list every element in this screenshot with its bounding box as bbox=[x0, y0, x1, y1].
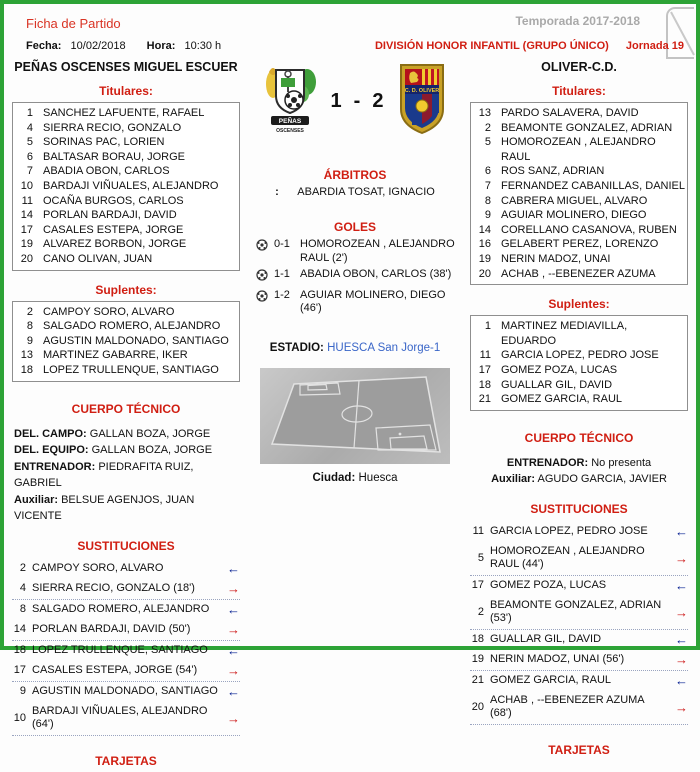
away-cards-title: TARJETAS bbox=[548, 742, 610, 757]
staff-row bbox=[14, 426, 240, 443]
staff-role-label: ENTRENADOR: bbox=[506, 456, 589, 469]
player-name: CASALES ESTEPA, JORGE (54') bbox=[32, 664, 198, 676]
goal-scorer: ABADIA OBON, CARLOS (38') bbox=[300, 268, 452, 280]
player-name: PARDO SALAVERA, DAVID bbox=[501, 107, 639, 119]
sub-out-arrow-icon: → bbox=[227, 622, 240, 637]
substitution-row bbox=[12, 579, 240, 600]
substitute-row bbox=[15, 363, 237, 378]
soccer-ball-icon bbox=[256, 289, 274, 316]
starter-row bbox=[15, 208, 237, 223]
player-name: BEAMONTE GONZALEZ, ADRIAN bbox=[501, 121, 673, 134]
starter-row bbox=[15, 223, 237, 238]
substitution-row bbox=[12, 682, 240, 702]
home-team-name: PEÑAS OSCENSES MIGUEL ESCUER bbox=[14, 60, 238, 74]
player-name: CASALES ESTEPA, JORGE bbox=[43, 223, 184, 236]
away-starters-title: Titulares: bbox=[552, 84, 606, 98]
player-name: PORLAN BARDAJI, DAVID (50') bbox=[32, 623, 191, 635]
substitution-row bbox=[12, 559, 240, 579]
player-name: GUALLAR GIL, DAVID bbox=[490, 633, 602, 646]
starter-row bbox=[473, 223, 685, 238]
player-number: 1 bbox=[26, 107, 33, 119]
player-name: LOPEZ TRULLENQUE, SANTIAGO bbox=[43, 363, 219, 376]
home-crest-icon bbox=[263, 62, 317, 138]
substitution-row bbox=[470, 596, 688, 630]
sub-in-arrow-icon: ← bbox=[227, 684, 240, 699]
player-name: NERIN MADOZ, UNAI bbox=[501, 252, 611, 265]
away-staff-title: CUERPO TÉCNICO bbox=[524, 430, 634, 445]
away-substitutions-list bbox=[470, 522, 688, 725]
player-number: 5 bbox=[26, 136, 33, 149]
substitute-row bbox=[15, 305, 237, 320]
away-score: 2 bbox=[372, 90, 384, 112]
goal-row bbox=[256, 289, 460, 316]
substitution-row bbox=[12, 600, 240, 620]
main-columns bbox=[8, 58, 692, 768]
starter-row bbox=[473, 164, 685, 179]
player-number: 19 bbox=[471, 653, 484, 666]
stadium-line bbox=[250, 342, 460, 354]
home-subs-box bbox=[12, 301, 240, 382]
player-name: BARDAJI VIÑUALES, ALEJANDRO bbox=[43, 179, 219, 192]
player-number: 2 bbox=[484, 121, 491, 134]
away-crest-text: C. D. OLIVER bbox=[405, 88, 440, 94]
substitution-row bbox=[470, 650, 688, 671]
player-name: GUALLAR GIL, DAVID bbox=[501, 378, 613, 391]
player-name: BALTASAR BORAU, JORGE bbox=[43, 150, 186, 163]
player-number: 18 bbox=[20, 363, 33, 376]
substitution-row bbox=[470, 691, 688, 725]
division-name: DIVISIÓN HONOR INFANTIL (GRUPO ÚNICO) bbox=[374, 40, 609, 52]
staff-person-name: BELSUE AGENJOS, JUAN VICENTE bbox=[14, 493, 195, 522]
starter-row bbox=[473, 179, 685, 194]
goal-row bbox=[256, 238, 460, 265]
referee-colon: : bbox=[275, 186, 279, 198]
sub-out-arrow-icon: → bbox=[675, 652, 688, 668]
staff-person-name: GALLAN BOZA, JORGE bbox=[86, 427, 211, 440]
soccer-ball-icon bbox=[256, 268, 274, 286]
center-column bbox=[246, 58, 464, 772]
season-label: Temporada 2017-2018 bbox=[515, 14, 640, 28]
player-number: 6 bbox=[26, 150, 33, 163]
player-number: 5 bbox=[484, 136, 491, 149]
player-name: GARCIA LOPEZ, PEDRO JOSE bbox=[501, 349, 659, 362]
player-name: FERNANDEZ CABANILLAS, DANIEL bbox=[501, 179, 685, 192]
player-name: SALGADO ROMERO, ALEJANDRO bbox=[32, 603, 210, 615]
goal-scorer: HOMOROZEAN , ALEJANDRO RAUL (2') bbox=[300, 238, 455, 264]
substitution-row bbox=[470, 522, 688, 542]
player-number: 20 bbox=[478, 267, 491, 280]
score-separator: - bbox=[353, 90, 361, 112]
home-subs-title: Suplentes: bbox=[95, 282, 157, 297]
substitute-row bbox=[15, 319, 237, 334]
player-number: 17 bbox=[478, 363, 491, 376]
substitute-row bbox=[15, 348, 237, 363]
referees-title: ÁRBITROS bbox=[323, 168, 387, 182]
substitution-row bbox=[470, 576, 688, 596]
staff-row bbox=[470, 455, 688, 472]
player-number: 16 bbox=[478, 238, 491, 251]
sub-out-arrow-icon: → bbox=[227, 663, 240, 678]
player-number: 14 bbox=[478, 223, 491, 236]
starter-row bbox=[473, 106, 685, 121]
away-crest-icon bbox=[397, 62, 447, 136]
player-name: LOPEZ TRULLENQUE, SANTIAGO bbox=[32, 644, 208, 656]
home-score: 1 bbox=[330, 90, 342, 112]
home-cards-title: TARJETAS bbox=[95, 753, 157, 768]
player-name: SIERRA RECIO, GONZALO (18') bbox=[32, 582, 195, 594]
sub-in-arrow-icon: ← bbox=[227, 602, 240, 617]
player-number: 10 bbox=[20, 179, 33, 192]
starter-row bbox=[15, 106, 237, 121]
time-value: 10:30 h bbox=[184, 40, 222, 52]
player-number: 2 bbox=[477, 605, 484, 618]
player-number: 19 bbox=[478, 252, 491, 265]
starter-row bbox=[473, 252, 685, 267]
final-score bbox=[331, 90, 384, 113]
player-name: GOMEZ GARCIA, RAUL bbox=[501, 393, 623, 406]
player-number: 7 bbox=[484, 179, 491, 192]
player-name: CAMPOY SORO, ALVARO bbox=[32, 562, 164, 574]
starter-row bbox=[473, 135, 685, 164]
starter-row bbox=[15, 252, 237, 267]
player-name: SORINAS PAC, LORIEN bbox=[43, 136, 165, 149]
goal-scorer: AGUIAR MOLINERO, DIEGO (46') bbox=[300, 288, 446, 314]
soccer-ball-icon bbox=[256, 238, 274, 265]
page-title: Ficha de Partido bbox=[26, 16, 121, 31]
pitch-drawing-icon bbox=[260, 368, 450, 464]
player-name: CAMPOY SORO, ALVARO bbox=[43, 305, 175, 318]
home-staff-title: CUERPO TÉCNICO bbox=[71, 401, 181, 416]
player-number: 18 bbox=[478, 378, 491, 391]
date-time bbox=[26, 40, 227, 52]
starter-row bbox=[473, 237, 685, 252]
player-number: 13 bbox=[20, 349, 33, 362]
home-crest-subtext: OSCENSES bbox=[275, 128, 304, 134]
player-name: GOMEZ POZA, LUCAS bbox=[490, 579, 607, 592]
player-number: 11 bbox=[472, 525, 484, 538]
player-name: HOMOROZEAN , ALEJANDRO RAUL (44') bbox=[490, 545, 645, 571]
staff-role-label: Auxiliar: bbox=[14, 493, 59, 506]
player-number: 18 bbox=[13, 644, 26, 656]
player-name: PORLAN BARDAJI, DAVID bbox=[43, 209, 177, 222]
substitution-row bbox=[470, 671, 688, 691]
goal-score: 1-1 bbox=[274, 268, 290, 280]
player-number: 9 bbox=[484, 209, 491, 222]
player-number: 9 bbox=[26, 334, 33, 347]
player-name: MARTINEZ MEDIAVILLA, EDUARDO bbox=[501, 320, 628, 347]
player-name: SALGADO ROMERO, ALEJANDRO bbox=[43, 320, 221, 333]
match-meta-row bbox=[26, 40, 684, 52]
player-number: 21 bbox=[478, 393, 491, 406]
player-name: GOMEZ GARCIA, RAUL bbox=[490, 674, 612, 687]
starter-row bbox=[473, 121, 685, 136]
away-team-name: OLIVER-C.D. bbox=[541, 60, 617, 74]
starter-row bbox=[15, 150, 237, 165]
player-name: ACHAB , --EBENEZER AZUMA (68') bbox=[490, 694, 645, 720]
player-name: NERIN MADOZ, UNAI (56') bbox=[490, 653, 625, 666]
stadium-photo bbox=[260, 368, 450, 464]
staff-row bbox=[14, 459, 240, 492]
substitute-row bbox=[473, 363, 685, 378]
player-name: CABRERA MIGUEL, ALVARO bbox=[501, 194, 648, 207]
away-starters-box bbox=[470, 102, 688, 285]
player-number: 7 bbox=[26, 165, 33, 178]
substitution-row bbox=[470, 542, 688, 576]
player-number: 17 bbox=[20, 223, 33, 236]
player-name: GOMEZ POZA, LUCAS bbox=[501, 363, 618, 376]
player-number: 8 bbox=[484, 194, 491, 207]
referee-name: ABARDIA TOSAT, IGNACIO bbox=[297, 186, 435, 198]
stadium-link[interactable]: HUESCA San Jorge-1 bbox=[327, 341, 441, 354]
away-staff-list bbox=[470, 455, 688, 488]
player-name: MARTINEZ GABARRE, IKER bbox=[43, 349, 188, 362]
player-number: 4 bbox=[26, 121, 33, 134]
sub-out-arrow-icon: → bbox=[227, 581, 240, 596]
staff-row bbox=[14, 492, 240, 525]
away-subs-title: Suplentes: bbox=[548, 297, 610, 312]
substitution-row bbox=[12, 620, 240, 641]
home-starters-title: Titulares: bbox=[99, 84, 153, 98]
goals-title: GOLES bbox=[333, 220, 376, 234]
starter-row bbox=[473, 194, 685, 209]
substitution-row bbox=[12, 702, 240, 736]
player-number: 2 bbox=[26, 305, 33, 318]
player-name: AGUIAR MOLINERO, DIEGO bbox=[501, 209, 647, 222]
round-label: Jornada 19 bbox=[625, 40, 684, 52]
player-name: HOMOROZEAN , ALEJANDRO RAUL bbox=[501, 136, 656, 163]
sub-in-arrow-icon: ← bbox=[227, 561, 240, 576]
staff-person-name: PIEDRAFITA RUIZ, GABRIEL bbox=[14, 460, 194, 489]
substitution-row bbox=[470, 630, 688, 650]
staff-person-name: AGUDO GARCIA, JAVIER bbox=[535, 473, 667, 486]
player-number: 17 bbox=[13, 664, 26, 676]
player-number: 17 bbox=[471, 579, 484, 592]
sub-out-arrow-icon: → bbox=[675, 604, 688, 620]
starter-row bbox=[15, 164, 237, 179]
player-number: 20 bbox=[20, 252, 33, 265]
sub-in-arrow-icon: ← bbox=[675, 524, 688, 540]
goals-list bbox=[256, 238, 460, 316]
starter-row bbox=[15, 237, 237, 252]
player-number: 10 bbox=[13, 711, 26, 724]
division-info bbox=[375, 40, 684, 52]
starter-row bbox=[15, 194, 237, 209]
staff-person-name: No presenta bbox=[588, 456, 652, 469]
home-substitutions-title: SUSTITUCIONES bbox=[77, 538, 175, 553]
away-subs-box bbox=[470, 315, 688, 411]
goal-score: 1-2 bbox=[274, 288, 290, 301]
substitute-row bbox=[473, 378, 685, 393]
date-label: Fecha: bbox=[26, 40, 62, 52]
time-label: Hora: bbox=[146, 40, 176, 52]
substitute-row bbox=[473, 348, 685, 363]
player-number: 9 bbox=[19, 685, 26, 697]
player-number: 14 bbox=[13, 623, 26, 635]
staff-row bbox=[470, 471, 688, 488]
starter-row bbox=[473, 208, 685, 223]
player-name: SANCHEZ LAFUENTE, RAFAEL bbox=[43, 107, 205, 119]
player-number: 20 bbox=[471, 700, 484, 713]
player-name: OCAÑA BURGOS, CARLOS bbox=[43, 194, 184, 207]
player-number: 8 bbox=[26, 320, 33, 333]
player-number: 19 bbox=[20, 238, 33, 251]
player-name: ABADIA OBON, CARLOS bbox=[43, 165, 170, 178]
player-name: CORELLANO CASANOVA, RUBEN bbox=[501, 223, 677, 236]
sub-in-arrow-icon: ← bbox=[675, 673, 688, 689]
player-name: SIERRA RECIO, GONZALO bbox=[43, 121, 182, 134]
player-number: 5 bbox=[477, 551, 484, 564]
referee-line bbox=[250, 186, 460, 198]
staff-role-label: DEL. EQUIPO: bbox=[14, 444, 89, 456]
player-number: 11 bbox=[479, 349, 491, 362]
player-number: 1 bbox=[484, 320, 491, 333]
player-number: 18 bbox=[471, 633, 484, 646]
player-number: 6 bbox=[484, 165, 491, 178]
home-team-column bbox=[8, 58, 244, 772]
player-name: CANO OLIVAN, JUAN bbox=[43, 252, 153, 265]
sub-in-arrow-icon: ← bbox=[675, 632, 688, 648]
city-label: Ciudad: bbox=[312, 471, 356, 484]
substitute-row bbox=[473, 319, 685, 348]
starter-row bbox=[15, 179, 237, 194]
city-line bbox=[250, 472, 460, 484]
home-staff-list bbox=[12, 426, 240, 525]
substitute-row bbox=[15, 334, 237, 349]
player-name: ROS SANZ, ADRIAN bbox=[501, 165, 605, 178]
staff-row bbox=[14, 442, 240, 459]
away-team-column bbox=[466, 58, 692, 772]
player-number: 8 bbox=[19, 603, 26, 615]
stadium-label: ESTADIO: bbox=[269, 341, 324, 354]
player-number: 14 bbox=[20, 209, 33, 222]
player-number: 2 bbox=[19, 562, 26, 574]
player-name: AGUSTIN MALDONADO, SANTIAGO bbox=[32, 685, 218, 697]
home-crest-text: PEÑAS bbox=[278, 118, 301, 125]
goal-row bbox=[256, 268, 460, 286]
staff-role-label: Auxiliar: bbox=[491, 473, 536, 486]
away-substitutions-title: SUSTITUCIONES bbox=[530, 501, 628, 516]
starter-row bbox=[473, 267, 685, 282]
sub-in-arrow-icon: ← bbox=[675, 578, 688, 594]
player-name: GARCIA LOPEZ, PEDRO JOSE bbox=[490, 525, 648, 538]
starter-row bbox=[15, 121, 237, 136]
home-substitutions-list bbox=[12, 559, 240, 736]
player-name: BARDAJI VIÑUALES, ALEJANDRO (64') bbox=[32, 705, 208, 730]
substitute-row bbox=[473, 392, 685, 407]
substitution-row bbox=[12, 661, 240, 682]
sub-out-arrow-icon: → bbox=[675, 550, 688, 566]
score-row bbox=[250, 62, 460, 138]
starter-row bbox=[15, 135, 237, 150]
player-number: 13 bbox=[478, 107, 491, 119]
home-starters-box bbox=[12, 102, 240, 271]
player-name: AGUSTIN MALDONADO, SANTIAGO bbox=[43, 334, 229, 347]
city-value: Huesca bbox=[358, 471, 398, 484]
staff-role-label: DEL. CAMPO: bbox=[14, 427, 87, 440]
sub-out-arrow-icon: → bbox=[675, 699, 688, 715]
player-number: 4 bbox=[19, 582, 26, 594]
sub-out-arrow-icon: → bbox=[227, 710, 240, 726]
player-number: 11 bbox=[21, 194, 33, 207]
staff-role-label: ENTRENADOR: bbox=[14, 460, 96, 473]
player-number: 21 bbox=[471, 674, 484, 687]
date-value: 10/02/2018 bbox=[70, 40, 126, 52]
player-name: ALVAREZ BORBON, JORGE bbox=[43, 238, 187, 251]
goal-score: 0-1 bbox=[274, 238, 290, 250]
player-name: BEAMONTE GONZALEZ, ADRIAN (53') bbox=[490, 599, 662, 625]
substitution-row bbox=[12, 641, 240, 661]
player-name: GELABERT PEREZ, LORENZO bbox=[501, 238, 659, 251]
sub-in-arrow-icon: ← bbox=[227, 643, 240, 658]
player-name: ACHAB , --EBENEZER AZUMA bbox=[501, 267, 656, 280]
staff-person-name: GALLAN BOZA, JORGE bbox=[88, 444, 213, 456]
